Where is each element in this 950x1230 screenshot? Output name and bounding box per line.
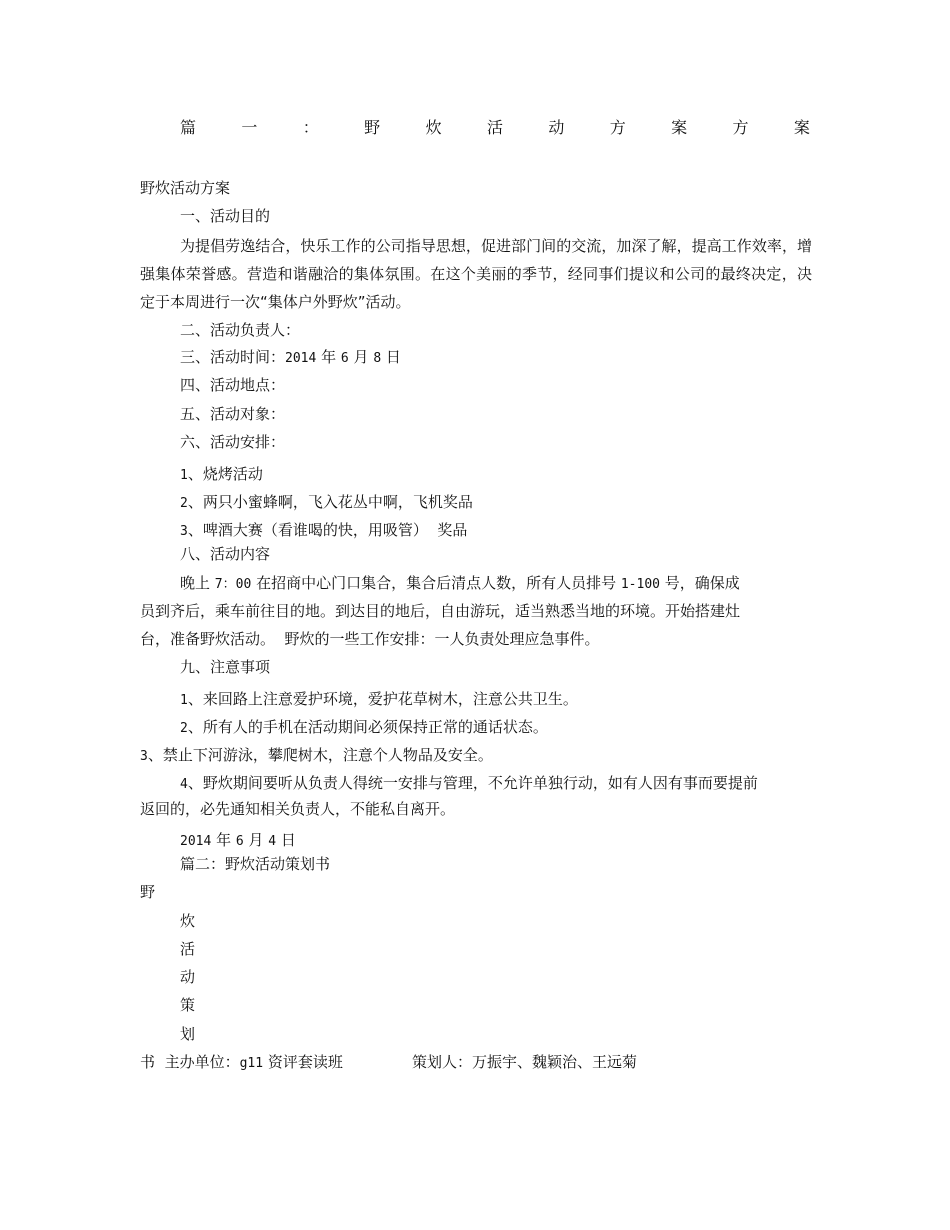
heading-char: 一 <box>241 118 258 137</box>
document-heading <box>180 115 810 138</box>
time-day-unit: 日 <box>385 348 401 366</box>
heading-char: 方 <box>609 118 626 137</box>
note-item <box>180 689 578 711</box>
section-notes-heading: 九、注意事项 <box>180 658 271 676</box>
note-text: 、野炊期间要听从负责人得统一安排与管理，不允许单独行动，如有人因有事而要提前 <box>187 774 758 792</box>
time-year-unit: 年 <box>321 348 337 366</box>
date-year: 2014 <box>180 834 212 849</box>
content-time: 7：00 <box>214 577 252 592</box>
section-leader-heading: 二、活动负责人： <box>180 321 301 339</box>
date-month-unit: 月 <box>248 831 264 849</box>
item-number: 3 <box>180 524 188 539</box>
heading-char: 案 <box>793 118 810 137</box>
item-number: 2 <box>180 496 188 511</box>
item-number: 1 <box>180 468 188 483</box>
organizer-name: 资评套读班 <box>267 1053 343 1071</box>
vertical-title-char: 动 <box>180 968 196 986</box>
content-line: 台，准备野炊活动。 野炊的一些工作安排：一人负责处理应急事件。 <box>140 630 600 648</box>
content-line <box>180 573 740 595</box>
item-text: 、两只小蜜蜂啊，飞入花丛中啊，飞机奖品 <box>187 493 473 511</box>
schedule-item <box>180 520 467 542</box>
heading-char: ： <box>302 118 319 137</box>
section-time <box>180 347 401 369</box>
vertical-title-char: 划 <box>180 1025 196 1043</box>
item-text: 、烧烤活动 <box>187 465 263 483</box>
heading-char: 炊 <box>425 118 442 137</box>
time-year: 2014 <box>285 351 317 366</box>
content-text: 号，确保成 <box>664 574 740 592</box>
vertical-title-char: 策 <box>180 996 196 1014</box>
heading-char: 野 <box>364 118 381 137</box>
heading-char: 动 <box>548 118 565 137</box>
item-text: 、啤酒大赛（看谁喝的快，用吸管） 奖品 <box>187 521 468 539</box>
schedule-item <box>180 464 263 486</box>
vertical-title-char: 炊 <box>180 912 196 930</box>
note-item-continued: 返回的，必先通知相关负责人，不能私自离开。 <box>140 800 456 818</box>
date-year-unit: 年 <box>216 831 232 849</box>
content-text: 在招商中心门口集合，集合后清点人数，所有人员排号 <box>256 574 617 592</box>
time-day: 8 <box>373 351 382 366</box>
time-label: 三、活动时间： <box>180 348 286 366</box>
time-month: 6 <box>340 351 349 366</box>
section-location-heading: 四、活动地点： <box>180 376 286 394</box>
heading-char: 活 <box>486 118 503 137</box>
part-two-heading: 篇二：野炊活动策划书 <box>180 855 331 873</box>
note-text: 、禁止下河游泳，攀爬树木，注意个人物品及安全。 <box>147 746 493 764</box>
note-item <box>180 717 548 739</box>
note-number: 3 <box>140 749 148 764</box>
planners-line: 策划人：万振宇、魏颖治、王远菊 <box>412 1053 638 1071</box>
date-day-unit: 日 <box>280 831 296 849</box>
organizer-line <box>140 1052 343 1074</box>
vertical-title-char: 野 <box>140 883 156 901</box>
heading-char: 方 <box>732 118 749 137</box>
note-item <box>180 773 758 795</box>
vertical-title-char: 活 <box>180 940 196 958</box>
heading-char: 篇 <box>180 118 197 137</box>
note-number: 1 <box>180 693 188 708</box>
content-text: 晚上 <box>180 574 211 592</box>
section-purpose-heading: 一、活动目的 <box>180 207 271 225</box>
section-audience-heading: 五、活动对象： <box>180 405 286 423</box>
vertical-title-char: 书 <box>140 1053 156 1071</box>
section-content-heading: 八、活动内容 <box>180 545 271 563</box>
date-day: 4 <box>268 834 277 849</box>
note-text: 、来回路上注意爱护环境，爱护花草树木，注意公共卫生。 <box>187 690 578 708</box>
content-range: 1-100 <box>620 577 660 592</box>
content-line: 员到齐后，乘车前往目的地。到达目的地后，自由游玩，适当熟悉当地的环境。开始搭建灶 <box>140 602 741 620</box>
doc-title: 野炊活动方案 <box>140 179 231 197</box>
section-schedule-heading: 六、活动安排： <box>180 433 286 451</box>
heading-char: 案 <box>671 118 688 137</box>
organizer-label: 主办单位： <box>164 1053 240 1071</box>
time-month-unit: 月 <box>353 348 369 366</box>
date-month: 6 <box>235 834 244 849</box>
schedule-item <box>180 492 473 514</box>
note-number: 2 <box>180 721 188 736</box>
note-item <box>140 745 493 767</box>
purpose-paragraph: 为提倡劳逸结合，快乐工作的公司指导思想，促进部门间的交流，加深了解，提高工作效率，增强集体荣誉感。营造和谐融洽的集体氛围。在这个美丽的季节，经同事们提议和公司的最终决定，决定于本周进行一次“集体户外野炊”活动。 <box>140 237 812 311</box>
document-date <box>180 830 296 852</box>
note-number: 4 <box>180 777 188 792</box>
note-text: 、所有人的手机在活动期间必须保持正常的通话状态。 <box>187 718 548 736</box>
organizer-code: g11 <box>239 1056 264 1071</box>
